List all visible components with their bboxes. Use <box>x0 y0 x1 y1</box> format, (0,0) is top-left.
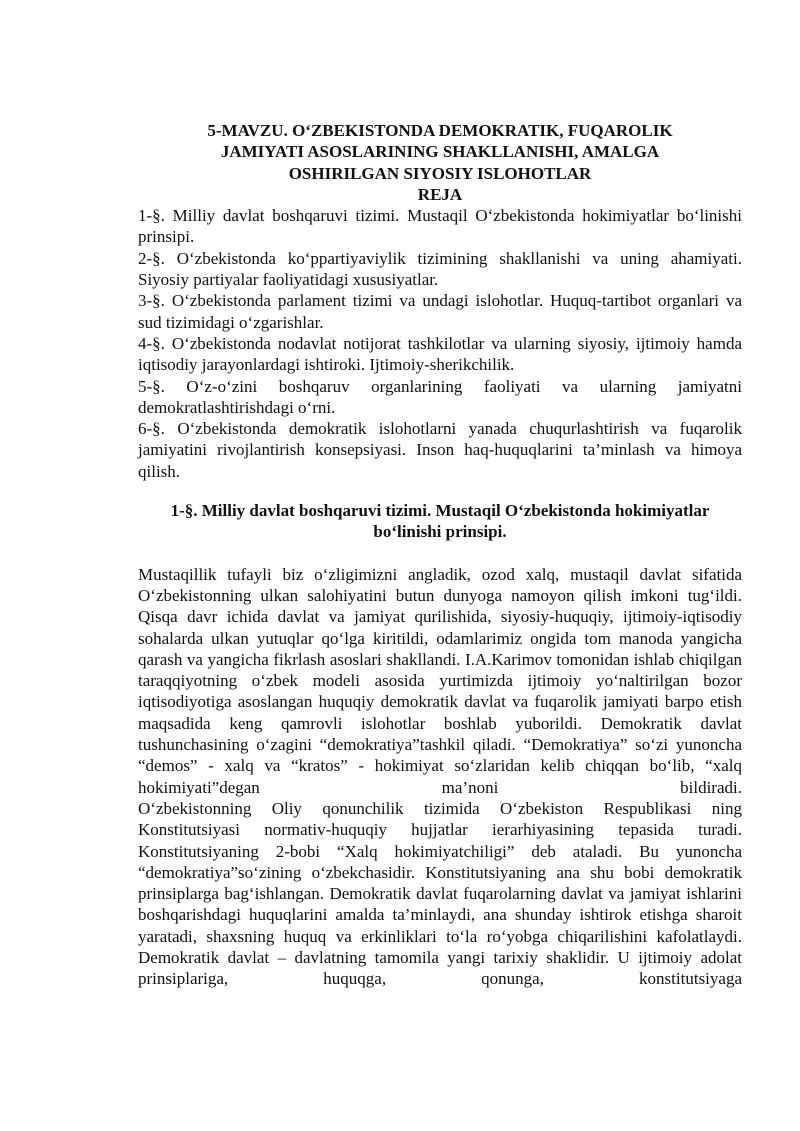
title-line-3: OSHIRILGAN SIYOSIY ISLOHOTLAR <box>288 163 592 183</box>
plan-item-1: 1-§. Milliy davlat boshqaruvi tizimi. Mustaqil O‘zbekistonda hokimiyatlar bo‘linishi prinsipi. <box>138 206 742 247</box>
document-title <box>138 120 742 184</box>
title-line-2: JAMIYATI ASOSLARINING SHAKLLANISHI, AMALGA <box>220 142 660 162</box>
plan-item-5: 5-§. O‘z-o‘zini boshqaruv organlarining faoliyati va ularning jamiyatni demokratlashtirishdagi o‘rni. <box>138 376 742 417</box>
plan-list <box>138 205 742 482</box>
paragraph-3: Demokratik davlat – davlatning tamomila yangi tarixiy shaklidir. U ijtimoiy adolat prinsiplariga, huquqga, qonunga, konstitutsiyaga <box>138 947 742 989</box>
plan-heading: REJA <box>417 184 463 204</box>
plan-item-4: 4-§. O‘zbekistonda nodavlat notijorat tashkilotlar va ularning siyosiy, ijtimoiy hamda iqtisodiy jarayonlardagi ishtiroki. Ijtimoiy-sherikchilik. <box>138 333 742 375</box>
title-line-1: 5-MAVZU. O‘ZBEKISTONDA DEMOKRATIK, FUQAROLIK <box>207 121 673 140</box>
document-page <box>138 120 742 990</box>
paragraph-1-text: Mustaqillik tufayli biz o‘zligimizni angladik, ozod xalq, mustaqil davlat sifatida O‘zbekistonning ulkan salohiyatini butun dunyoga namoyon qilish imkoni tug‘ildi. Qisqa davr ichida davlat va jamiyat qurilishida, siyosiy-huquqiy, ijtimoiy-iqtisodiy sohalarda ulkan yutuqlar qo‘lga kiritildi, odamlarimiz ongida tom manoda yangicha qarash va yangicha fikrlash asoslari shakllandi. I.A.Karimov tomonidan ishlab chiqilgan taraqqiyotning o‘zbek modeli asosida yurtimizda ijtimoiy yo‘naltirilgan bozor iqtisodiyotiga asoslangan huquqiy demokratik davlat va fuqarolik jamiyati barpo etish maqsadida keng qamrovli islohotlar boshlab yuborildi. Demokratik davlat tushunchasining o‘zagini “demokratiya”tashkil qiladi. “Demokratiya” so‘zi yunoncha “demos” - xalq va “kratos” - hokimiyat so‘zlaridan kelib chiqqan bo‘lib, “xalq hokimiyati”degan ma’noni bildiradi. <box>138 564 742 797</box>
plan-item-3: 3-§. O‘zbekistonda parlament tizimi va undagi islohotlar. Huquq-tartibot organlari va sud tizimidagi o‘zgarishlar. <box>138 291 742 332</box>
plan-item-6: 6-§. O‘zbekistonda demokratik islohotlarni yanada chuqurlashtirish va fuqarolik jamiyatini rivojlantirish konsepsiyasi. Inson haq-huquqlarini ta’minlash va himoya qilish. <box>138 419 742 481</box>
section-heading: 1-§. Milliy davlat boshqaruvi tizimi. Mustaqil O‘zbekistonda hokimiyatlar bo‘linishi prinsipi. <box>170 501 710 542</box>
body-text <box>138 564 742 990</box>
plan-item-2: 2-§. O‘zbekistonda ko‘ppartiyaviylik tizimining shakllanishi va uning ahamiyati. Siyosiy partiyalar faoliyatidagi xususiyatlar. <box>138 248 742 290</box>
paragraph-2: O‘zbekistonning Oliy qonunchilik tizimida O‘zbekiston Respublikasi ning Konstitutsiyasi normativ-huquqiy hujjatlar ierarhiyasining tepasida turadi. Konstitutsiyaning 2-bobi “Xalq hokimiyatchiligi” deb ataladi. Bu yunoncha “demokratiya”so‘zining o‘zbekchasidir. Konstitutsiyaning ana shu bobi demokratik prinsiplarga bag‘ishlangan. Demokratik davlat fuqarolarning davlat va jamiyat ishlarini boshqarishdagi huquqlarini amalda ta’minlaydi, ana shunday ishtirok etishga sharoit yaratadi, shaxsning huquq va erkinliklari to‘la ro‘yobga chiqarilishini kafolatlaydi. <box>138 798 742 946</box>
paragraph-1 <box>138 564 742 798</box>
